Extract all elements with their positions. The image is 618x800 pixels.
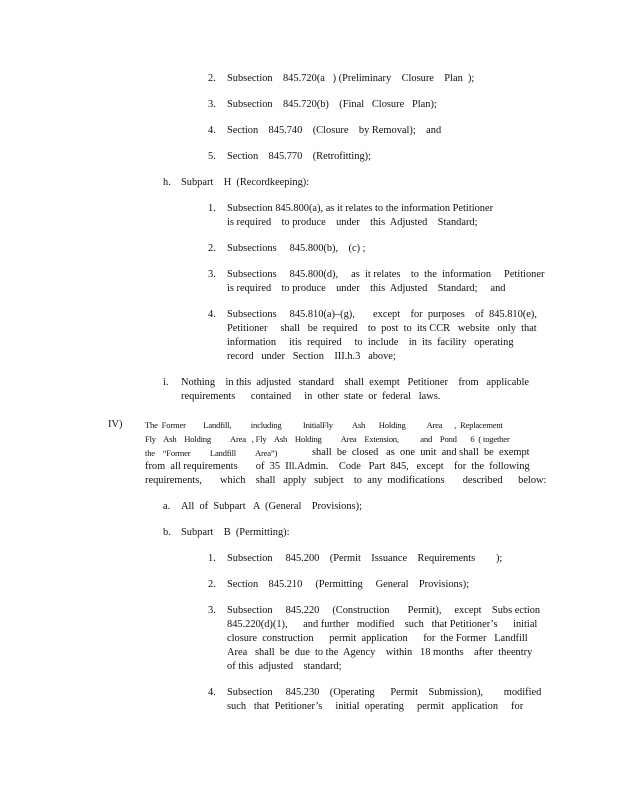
list-item: 4. Section 845.740 (Closure by Removal); and (208, 125, 442, 136)
subpart-heading: h. Subpart H (Recordkeeping): (163, 177, 310, 188)
list-item: 2. Subsection 845.720(a ) (Preliminary Closure Plan ); (208, 73, 475, 84)
subpart-heading: b. Subpart B (Permitting): (163, 527, 290, 538)
document-page: 2. Subsection 845.720(a ) (Preliminary Closure Plan ); 3. Subsection 845.720(b) (Final Closure Plan); 4. Section 845.740 (Closure by Removal); and 5. Section 845.770 (Retrofitting); h. Subpart H (Recordkeeping): 1. Subsection 845.800(a), as it relates to the information Petitioner is required to produce under this Adjusted Standard; 2. Subsections 845.800(b), (c) ; 3. Subsections 845.800(d), as it relates to the information Petitioner is required to produce under this Adjusted Standard; and 4. Subsections 845.810(a)–(g), except for purposes of 845.810(e), Petitioner shall be required to post to its CCR website only that information itis required to include in its facility operating record under Section III.h.3 above; i. Nothing in this adjusted standard shall exempt Petitioner from applicable requirements contained in other state or federal laws. IV) The Former Landfill, including InitialFly Ash Holding Area , Replacement Fly Ash Holding Area , Fly Ash Holding Area Extension, and Pond 6 ( together the “Former Landfill Area”) shall be closed as one unit and shall be exempt from all requirements of 35 Ill.Admin. Code Part 845, except for the following requirements, which shall apply subject to any modifications described below: a. All of Subpart A (General Provisions); b. Subpart B (Permitting): 1. Subsection 845.200 (Permit Issuance Requirements ); 2. Section 845.210 (Permitting General Provisions); 3. Subsection 845.220 (Construction Permit), except Subs ection 845.220(d)(1), and further modified such that Petitioner’s initial closure construction permit application for the Former Landfill Area shall be due to the Agency within 18 months after theentry of this adjusted standard; 4. Subsection 845.230 (Operating Permit Submission), modified such that Petitioner’s initial operating permit application for (108, 73, 547, 712)
subpart-a-item: a. All of Subpart A (General Provisions); (163, 501, 362, 512)
list-item: 3. Subsection 845.720(b) (Final Closure Plan); (208, 99, 437, 110)
list-item: 5. Section 845.770 (Retrofitting); (208, 151, 372, 162)
